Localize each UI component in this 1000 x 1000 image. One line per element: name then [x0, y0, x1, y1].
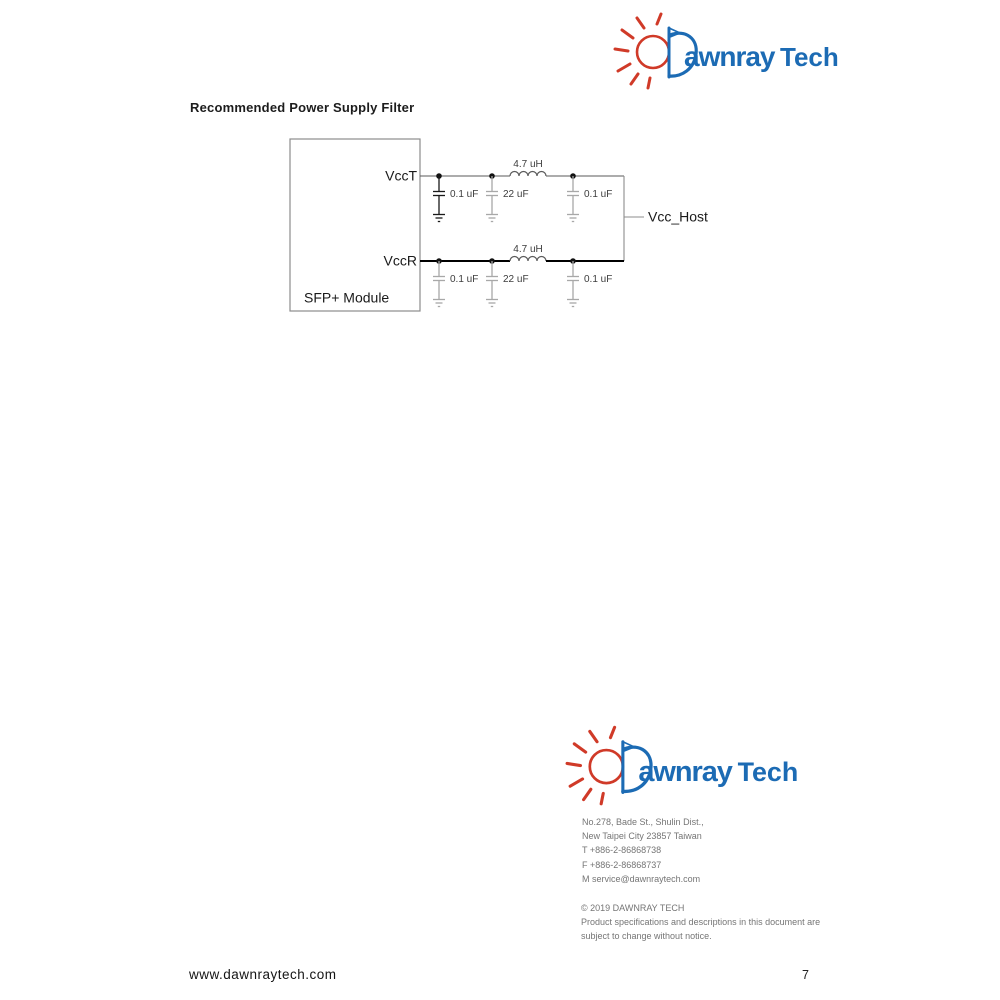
output-label: Vcc_Host: [648, 208, 708, 225]
sun-icon: [615, 14, 669, 88]
capacitor-t2: [486, 176, 498, 222]
sfp-module-box: [290, 139, 420, 311]
cap-value: 0.1 uF: [450, 189, 479, 200]
dawnray-logo-top: [613, 10, 853, 90]
address-line-2: New Taipei City 23857 Taiwan: [582, 831, 702, 842]
brand-name: awnray: [638, 756, 732, 789]
vccr-net: [420, 257, 624, 264]
power-supply-filter-diagram: [280, 135, 710, 320]
capacitor-r3: [567, 261, 579, 307]
telephone: T +886-2-86868738: [582, 845, 662, 856]
notice-line-2: subject to change without notice.: [581, 931, 712, 942]
cap-value: 0.1 uF: [584, 274, 613, 285]
fax: F +886-2-86868737: [582, 859, 662, 870]
cap-value: 22 uF: [503, 189, 529, 200]
pin-label-vcct: VccT: [385, 167, 417, 184]
email: M service@dawnraytech.com: [582, 873, 701, 884]
inductor-top: [510, 172, 546, 177]
legal-block: [581, 901, 820, 944]
brand-suffix: Tech: [737, 757, 799, 788]
dawnray-logo-bottom: [565, 723, 813, 806]
pin-label-vccr: VccR: [383, 252, 417, 269]
brand-name: awnray: [684, 41, 775, 72]
capacitor-r1: [433, 261, 445, 307]
capacitor-r2: [486, 261, 498, 307]
cap-value: 0.1 uF: [450, 274, 479, 285]
vcc-host-rail: [624, 176, 644, 261]
brand-suffix: Tech: [780, 42, 839, 72]
notice-line-1: Product specifications and descriptions in this document are: [581, 917, 821, 928]
vcct-net: [420, 172, 624, 179]
inductor-value-bottom: 4.7 uH: [513, 244, 543, 255]
inductor-bottom: [510, 257, 546, 262]
cap-value: 22 uF: [503, 274, 529, 285]
module-label: SFP+ Module: [304, 289, 390, 306]
cap-value: 0.1 uF: [584, 189, 613, 200]
capacitor-t1: [433, 176, 445, 222]
inductor-value-top: 4.7 uH: [513, 159, 543, 170]
footer-website: www.dawnraytech.com: [189, 967, 337, 982]
sun-icon: [567, 727, 623, 803]
copyright-line: © 2019 DAWNRAY TECH: [581, 903, 685, 913]
page-number: 7: [802, 968, 809, 982]
address-line-1: No.278, Bade St., Shulin Dist.,: [582, 817, 704, 827]
capacitor-t3: [567, 176, 579, 222]
section-title: Recommended Power Supply Filter: [190, 100, 415, 115]
contact-block: [582, 815, 704, 886]
